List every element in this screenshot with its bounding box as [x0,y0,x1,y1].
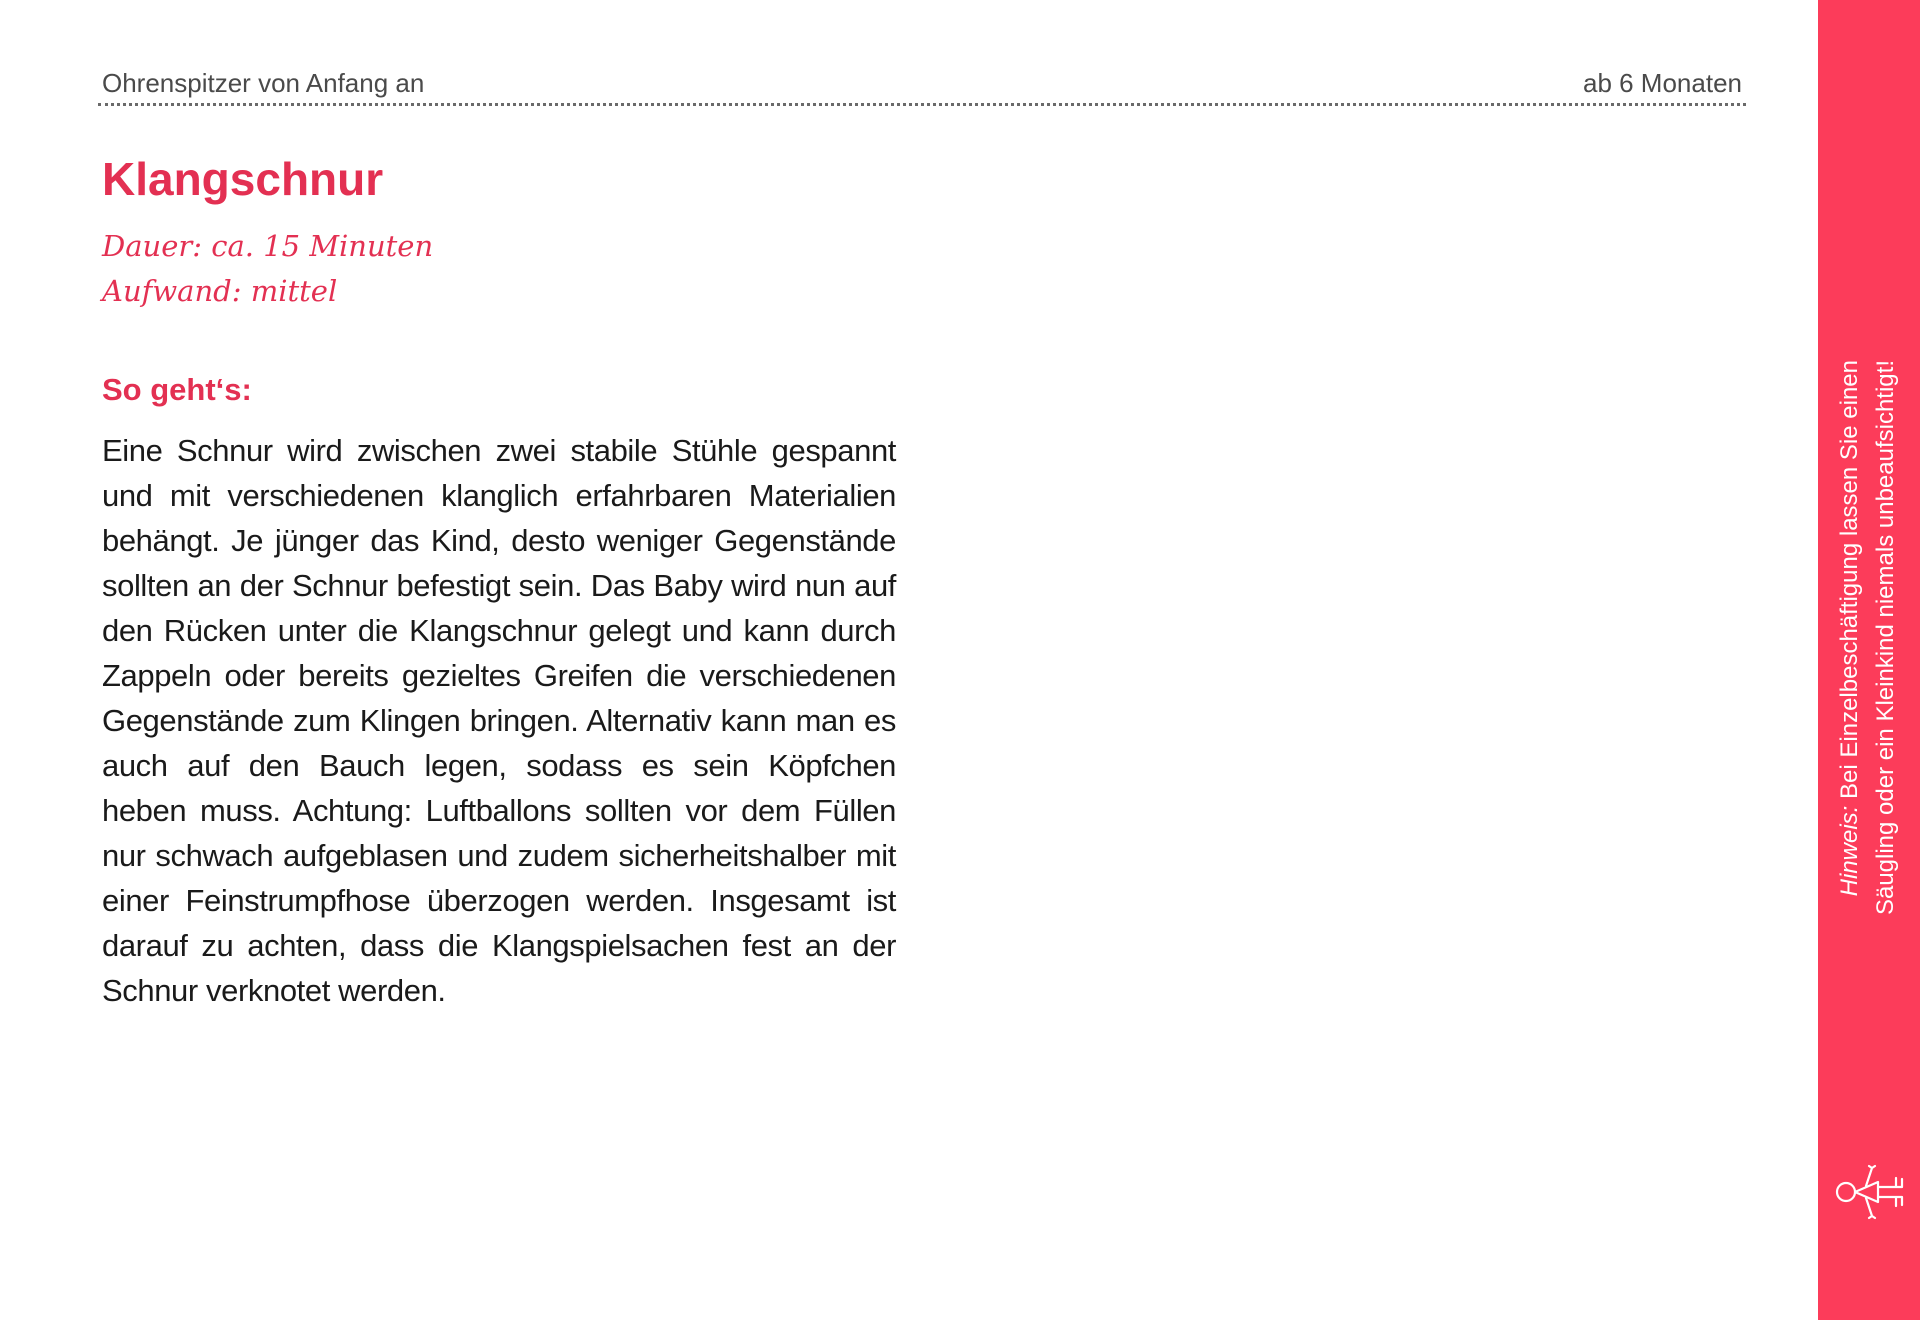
header-divider [98,103,1746,106]
instructions-body: Eine Schnur wird zwischen zwei stabile Stühle gespannt und mit verschiedenen klanglich erfahrbaren Materialien behängt. Je jünger das Kind, desto weniger Gegenstände sollten an der Schnur befestigt sein. Das Baby wird nun auf den Rücken unter die Klangschnur gelegt und kann durch Zappeln oder bereits gezieltes Greifen die verschiedenen Gegenstände zum Klingen bringen. Alternativ kann man es auch auf den Bauch legen, sodass es sein Köpfchen heben muss. Achtung: Luftballons sollten vor dem Füllen nur schwach aufgeblasen und zudem sicherheitshalber mit einer Feinstrumpfhose überzogen werden. Insgesamt ist darauf zu achten, dass die Klangspielsachen fest an der Schnur verknotet werden. [102,433,896,1008]
page-header [102,66,1742,106]
instructions-heading: So geht‘s: [102,372,252,407]
page-title: Klangschnur [102,153,384,205]
header-book-title: Ohrenspitzer von Anfang an [102,68,425,98]
child-figure-icon [1830,1162,1910,1220]
effort-label: Aufwand: mittel [102,274,338,308]
sidebar-note [1832,360,1904,920]
header-age-range: ab 6 Monaten [1582,68,1742,98]
duration-label: Dauer: ca. 15 Minuten [102,229,434,263]
activity-meta [102,224,433,314]
note-text: Bei Einzelbeschäftigung lassen Sie einen Säugling oder ein Kleinkind niemals unbeaufsichtigt! [1836,360,1899,916]
note-label: Hinweis: [1836,805,1863,897]
